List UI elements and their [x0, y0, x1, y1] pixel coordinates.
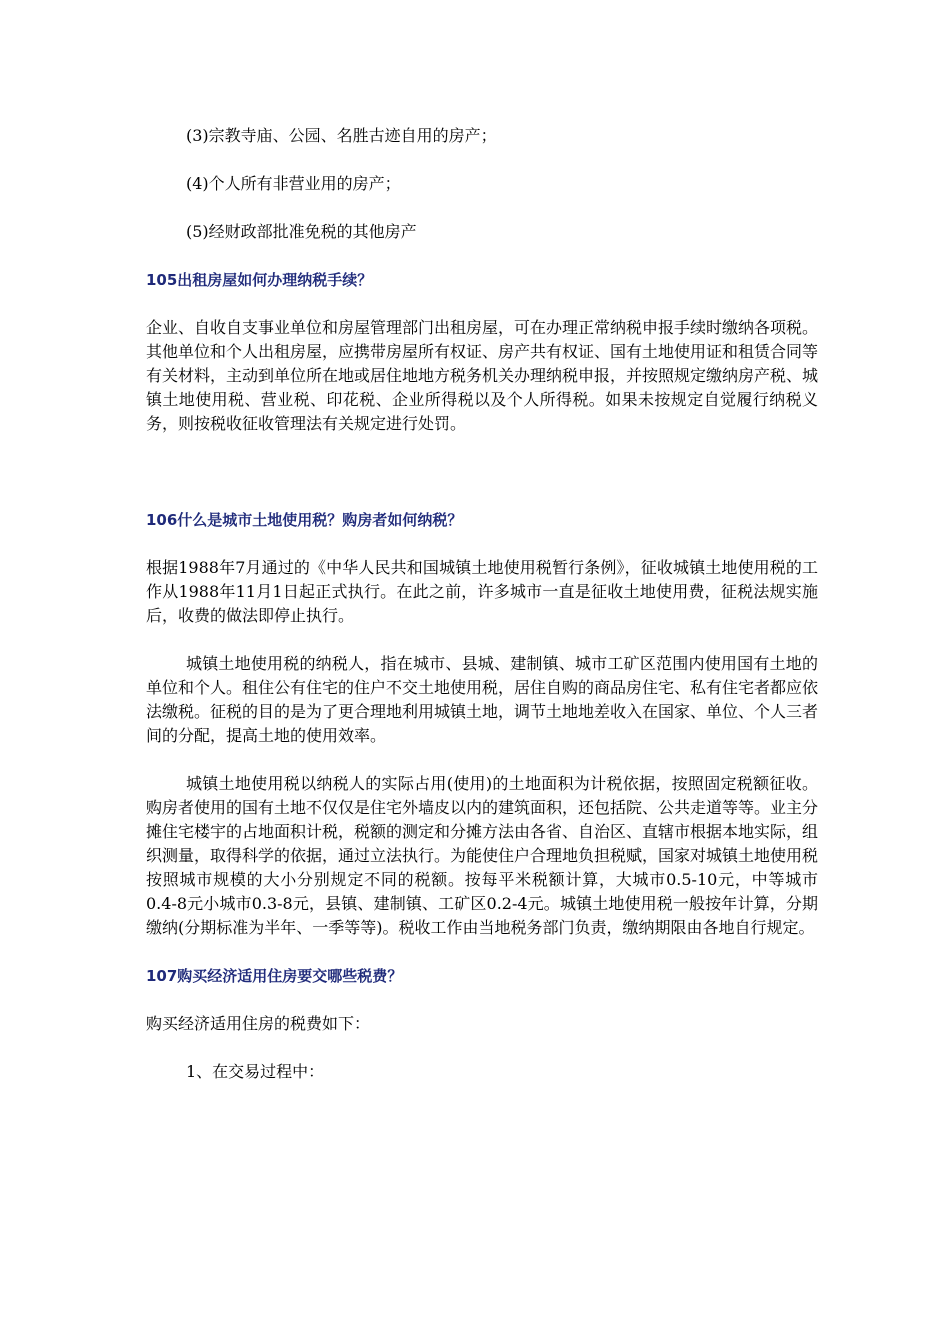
document-page — [146, 124, 818, 1108]
paragraph: 购买经济适用住房的税费如下： — [146, 1014, 371, 1033]
list-item: (3)宗教寺庙、公园、名胜古迹自用的房产； — [186, 126, 497, 145]
section-heading-106: 106什么是城市土地使用税？购房者如何纳税？ — [146, 511, 463, 529]
list-item: (4)个人所有非营业用的房产； — [186, 174, 401, 193]
paragraph: 城镇土地使用税的纳税人，指在城市、县城、建制镇、城市工矿区范围内使用国有土地的单位和个人。租住公有住宅的住户不交土地使用税，居住自购的商品房住宅、私有住宅者都应依法缴税。征税的目的是为了更合理地利用城镇土地，调节土地地差收入在国家、单位、个人三者间的分配，提高土地的使用效率。 — [146, 654, 819, 745]
spacer — [146, 460, 818, 508]
list-item: (5)经财政部批准免税的其他房产 — [186, 222, 417, 241]
section-heading-105: 105出租房屋如何办理纳税手续？ — [146, 271, 373, 289]
paragraph: 城镇土地使用税以纳税人的实际占用(使用)的土地面积为计税依据，按照固定税额征收。购房者使用的国有土地不仅仅是住宅外墙皮以内的建筑面积，还包括院、公共走道等等。业主分摊住宅楼宇的占地面积计税，税额的测定和分摊方法由各省、自治区、直辖市根据本地实际，组织测量，取得科学的依据，通过立法执行。为能使住户合理地负担税赋，国家对城镇土地使用税按照城市规模的大小分别规定不同的税额。按每平米税额计算，大城市0.5-10元，中等城市0.4-8元小城市0.3-8元，县镇、建制镇、工矿区0.2-4元。城镇土地使用税一般按年计算，分期缴纳(分期标准为半年、一季等等)。税收工作由当地税务部门负责，缴纳期限由各地自行规定。 — [146, 774, 819, 937]
paragraph: 根据1988年7月通过的《中华人民共和国城镇土地使用税暂行条例》，征收城镇土地使用税的工作从1988年11月1日起正式执行。在此之前，许多城市一直是征收土地使用费，征税法规实施后，收费的做法即停止执行。 — [146, 558, 818, 625]
paragraph: 企业、自收自支事业单位和房屋管理部门出租房屋，可在办理正常纳税申报手续时缴纳各项税。其他单位和个人出租房屋，应携带房屋所有权证、房产共有权证、国有土地使用证和租赁合同等有关材料，主动到单位所在地或居住地地方税务机关办理纳税申报，并按照规定缴纳房产税、城镇土地使用税、营业税、印花税、企业所得税以及个人所得税。如果未按规定自觉履行纳税义务，则按税收征收管理法有关规定进行处罚。 — [146, 318, 819, 433]
section-heading-107: 107购买经济适用住房要交哪些税费？ — [146, 967, 403, 985]
list-item: 1、在交易过程中： — [186, 1062, 325, 1081]
